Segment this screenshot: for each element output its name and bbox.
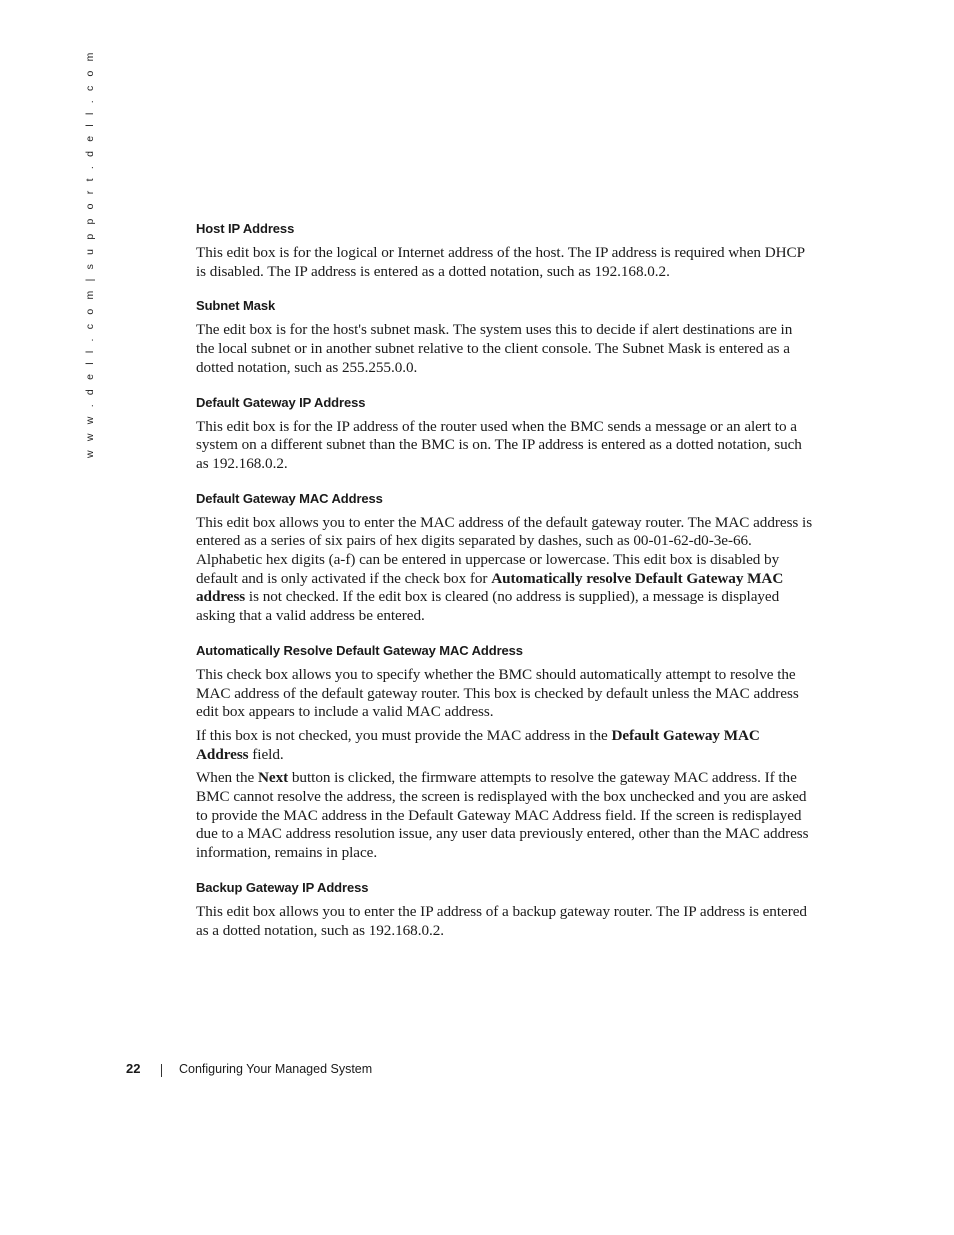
text-run: This edit box is for the IP address of the router used when the BMC sends a message or an alert to a system on a different subnet than the BMC is on. The IP address is entered as a dotted notation, such as 192.168.0.2. (196, 417, 802, 472)
text-run: button is clicked, the firmware attempts to resolve the gateway MAC address. If the BMC cannot resolve the address, the screen is redisplayed with the box unchecked and you are asked to provide the MAC address in the Default Gateway MAC Address field. If the screen is redisplayed due to a MAC address resolution issue, any user data previously entered, other than the MAC address information, remains in place. (196, 769, 809, 862)
text-run: field. (248, 745, 284, 763)
section (196, 394, 814, 474)
section (196, 490, 814, 626)
body-paragraph (196, 666, 814, 722)
bold-term: Automatically resolve Default Gateway MAC address (196, 569, 784, 606)
section (196, 879, 814, 940)
text-run: This edit box allows you to enter the IP address of a backup gateway router. The IP address is entered as a dotted notation, such as 192.168.0.2. (196, 902, 807, 939)
body-paragraph (196, 903, 814, 940)
section-heading: Automatically Resolve Default Gateway MAC Address (196, 642, 523, 658)
section-heading: Default Gateway IP Address (196, 394, 366, 410)
section (196, 220, 814, 281)
section-heading: Host IP Address (196, 221, 295, 236)
text-run: If this box is not checked, you must provide the MAC address in the (196, 726, 612, 744)
text-run: The edit box is for the host's subnet mask. The system uses this to decide if alert destinations are in the local subnet or in another subnet relative to the client console. The Subnet Mask is entered as a dotted notation, such as 255.255.0.0. (196, 321, 793, 376)
page-footer (0, 1061, 954, 1081)
section (196, 297, 814, 377)
body-paragraph (196, 514, 814, 626)
section-heading: Subnet Mask (196, 298, 276, 314)
side-url-text: w w w . d e l l . c o m | s u p p o r t . d e l l . c o m (84, 49, 96, 458)
section-heading: Backup Gateway IP Address (196, 879, 369, 895)
text-run: This edit box allows you to enter the MAC address of the default gateway router. The MAC address is entered as a series of six pairs of hex digits separated by dashes, such as 00-01-62-d0-3e-66. Alphabetic hex digits (a-f) can be entered in uppercase or lowercase. This edit box is disabled by default and is only activated if the check box for (196, 513, 813, 587)
section-heading: Default Gateway MAC Address (196, 490, 383, 506)
body-paragraph (196, 769, 814, 863)
section (196, 642, 814, 863)
text-run: This edit box is for the logical or Internet address of the host. The IP address is required when DHCP is disabled. The IP address is entered as a dotted notation, such as 192.168.0.2. (196, 244, 805, 280)
body-paragraph (196, 727, 814, 764)
footer-divider (161, 1064, 162, 1077)
page-number: 22 (126, 1061, 141, 1076)
body-paragraph (196, 244, 814, 281)
body-paragraph (196, 418, 814, 474)
text-run: When the (196, 769, 258, 787)
bold-term: Default Gateway MAC Address (196, 726, 760, 763)
bold-term: Next (257, 769, 289, 787)
footer-chapter-title: Configuring Your Managed System (179, 1062, 373, 1076)
text-run: is not checked. If the edit box is cleared (no address is supplied), a message is displayed asking that a valid address be entered. (196, 588, 780, 625)
text-run: This check box allows you to specify whether the BMC should automatically attempt to resolve the MAC address of the default gateway router. This box is checked by default unless the MAC address edit box appears to include a valid MAC address. (196, 665, 799, 721)
page-content (196, 220, 814, 956)
body-paragraph (196, 321, 814, 377)
